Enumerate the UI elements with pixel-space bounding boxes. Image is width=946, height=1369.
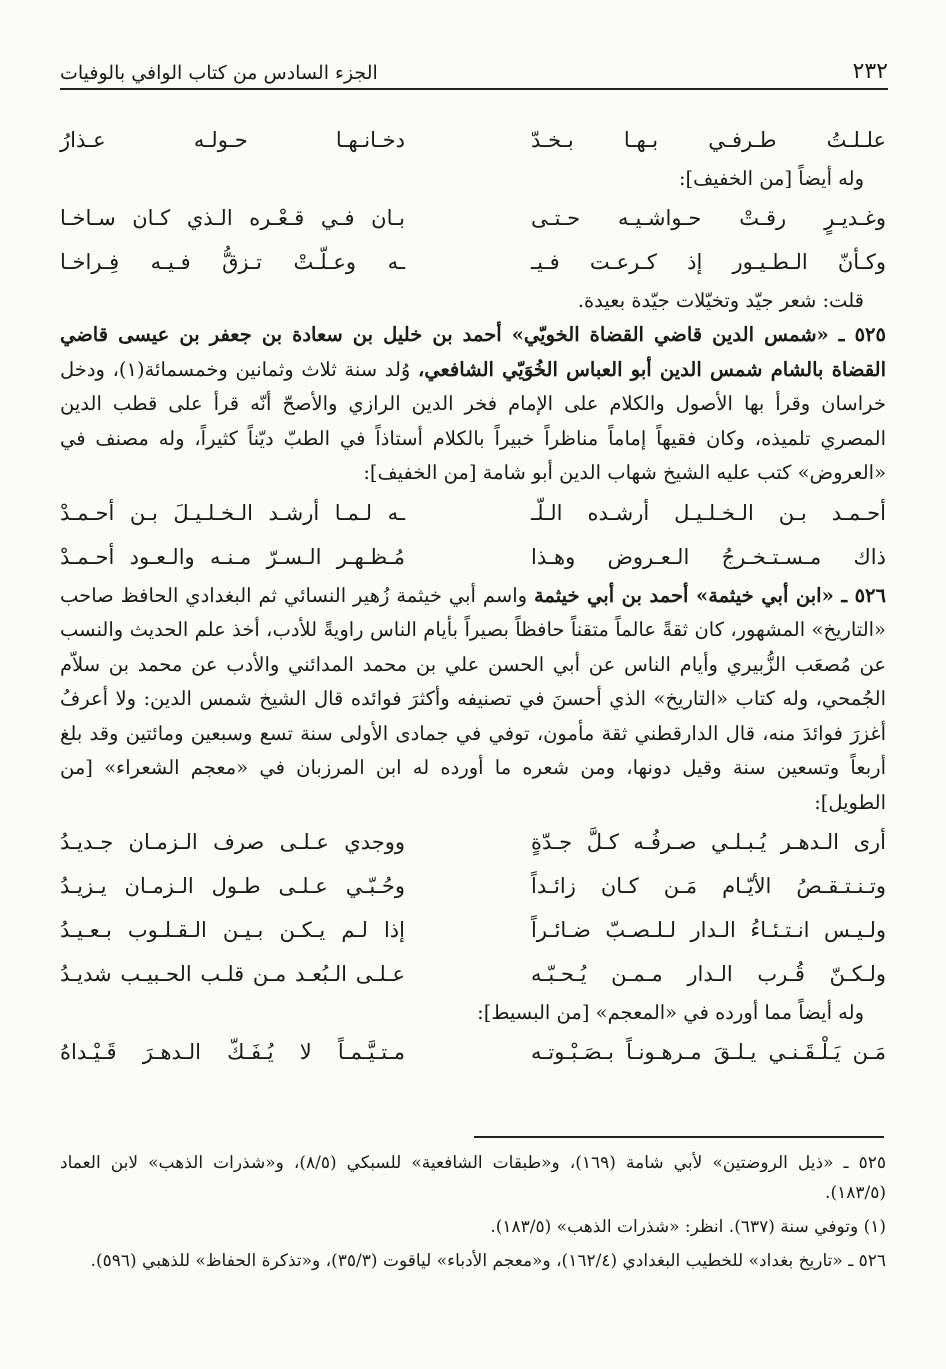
entry-525: [60, 318, 886, 491]
running-title: الجزء السادس من كتاب الوافي بالوفيات: [60, 62, 378, 84]
footnote: ٥٢٥ ـ «ذيل الروضتين» لأبي شامة (١٦٩)، و«طبقات الشافعية» للسبكي (٨/٥)، و«شذرات الذهب» لابن العماد (١٨٣/٥).: [60, 1153, 886, 1203]
verse-line: [60, 908, 886, 952]
verse-second-hemistich: إذا لـم يـكـن بـيـن الـقـلـوب بـعـيـدُ: [60, 918, 405, 942]
verse-first-hemistich: وغـديـرٍ رقـتْ حـواشـيـه حـتـى: [531, 206, 886, 230]
footnote: (١) وتوفي سنة (٦٣٧). انظر: «شذرات الذهب» (١٨٣/٥).: [490, 1217, 886, 1237]
verse-line: [60, 1030, 886, 1074]
footnotes: [60, 1148, 886, 1280]
verse-line: [60, 491, 886, 535]
verse-line: [60, 196, 886, 240]
footnote: ٥٢٦ ـ «تاريخ بغداد» للخطيب البغدادي (١٦٢/٤)، و«معجم الأدباء» لياقوت (٣٥/٣)، و«تذكرة الحفاظ» للذهبي (٥٩٦).: [90, 1251, 886, 1271]
entry-526: [60, 579, 886, 821]
verse-second-hemistich: عـلـى الـبُعـد مـن قلـب الحـبيـب شديـدُ: [60, 962, 405, 986]
verse-line: [60, 118, 886, 162]
verse-line: [60, 240, 886, 284]
verse-first-hemistich: وتـنـتـقـصُ الأيّـام مَـن كـان زائـداً: [531, 874, 886, 898]
verse-line: [60, 820, 886, 864]
verse-first-hemistich: أحـمـد بـن الـخـلـيـل أرشـده الـلّـ: [531, 500, 886, 525]
verse-intro: وله أيضاً [من الخفيف]:: [678, 167, 864, 190]
verse-first-hemistich: وكـأنّ الـطـيـور إذ كـرعـت فـيـ: [531, 250, 886, 274]
verse-first-hemistich: ولـيـس انـتـئـاءُ الـدار لـلـصـبّ ضـائـراً: [531, 918, 886, 942]
page-body: [60, 118, 886, 1074]
verse-line: [60, 952, 886, 996]
entry-525-text: وُلد سنة ثلاث وثمانين وخمسمائة(١)، ودخل خراسان وقرأ بها الأصول والكلام على الإمام فخر الدين الرازي والأصحّ أنّه قرأ على قطب الدين المصري تلميذه، وكان فقيهاً إماماً مناظراً خبيراً بالكلام أستاذاً في الطبّ ديّناً كثيراً، وله مصنف في «العروض» كتب عليه الشيخ شهاب الدين أبو شامة [من الخفيف]:: [60, 357, 886, 484]
entry-526-text: واسم أبي خيثمة زُهير النسائي ثم البغدادي الحافظ صاحب «التاريخ» المشهور، كان ثقةً عالماً متقناً حافظاً بصيراً بأيام الناس راويةً للأدب، أخذ علم الحديث والنسب عن مُصعَب الزُّبيري وأيام الناس عن أبي الحسن علي بن محمد المدائني والأدب عن محمد بن سلاّم الجُمحي، وله كتاب «التاريخ» الذي أحسنَ في تصنيفه وأكثرَ فوائده قال الشيخ شمس الدين: ولا أعرفُ أغزرَ فوائدَ منه، قال الدارقطني ثقة مأمون، توفي في جمادى الأولى سنة تسع وسبعين ومائتين وقد بلغ أربعاً وتسعين سنة وقيل دونها، ومن شعره ما أورده له ابن المرزبان في «معجم الشعراء» [من الطويل]:: [60, 583, 886, 814]
verse-second-hemistich: مـتـيَّـمـاً لا يُـفَـكّ الـدهـرَ قَـيْـداهُ: [60, 1040, 405, 1064]
verse-second-hemistich: وحُـبّـي عـلـى طـول الـزمـان يـزيـدُ: [60, 874, 405, 898]
verse-first-hemistich: ذاك مـسـتـخـرجُ الـعـروض وهـذا: [531, 544, 886, 569]
verse-first-hemistich: ولـكـنّ قُـرب الـدار مـمـن يُـحـبّـه: [531, 962, 886, 986]
verse-second-hemistich: ـه وعـلّـتْ تـزقُّ فـيـه فِـراخـا: [60, 250, 405, 274]
verse-second-hemistich: مُـظـهـر الـسـرّ مـنـه والـعـود أحـمـدْ: [60, 544, 405, 569]
verse-second-hemistich: دخـانـهـا حـولـه عـذارُ: [60, 128, 405, 152]
verse-first-hemistich: علـلـتُ طـرفـي بـهـا بـخـدّ: [531, 128, 886, 152]
verse-line: [60, 535, 886, 579]
page-header: [60, 52, 888, 90]
verse-first-hemistich: أرى الـدهـر يُـبـلـي صـرفُـه كـلَّ جـدّةٍ: [531, 830, 886, 854]
entry-525-heading: ٥٢٥ ـ «شمس الدين قاضي القضاة الخويّي» أحمد بن خليل بن سعادة بن جعفر بن عيسى قاضي القضاة بالشام شمس الدين أبو العباس الخُوَيّي الشافعي،: [60, 323, 886, 381]
verse-intro: وله أيضاً مما أورده في «المعجم» [من البسيط]:: [477, 1001, 864, 1024]
verse-second-hemistich: بـان فـي قـعْـره الـذي كـان سـاخـا: [60, 206, 405, 230]
entry-526-heading: ٥٢٦ ـ «ابن أبي خيثمة» أحمد بن أبي خيثمة: [533, 583, 886, 607]
verse-second-hemistich: ـه لـمـا أرشـد الـخـلـيـلَ بـن أحـمـدْ: [60, 500, 405, 525]
verse-line: [60, 864, 886, 908]
footnote-separator: [474, 1136, 884, 1138]
verse-first-hemistich: مَـن يَـلْـقَـنـي يـلـقَ مـرهـونـاً بـصَـبْـوتـه: [531, 1040, 886, 1064]
verse-second-hemistich: ووجدي عـلـى صرف الـزمـان جـديـدُ: [60, 830, 405, 854]
page-number: ٢٣٢: [852, 59, 888, 84]
editor-note: قلت: شعر جيّد وتخيّلات جيّدة بعيدة.: [577, 289, 864, 312]
